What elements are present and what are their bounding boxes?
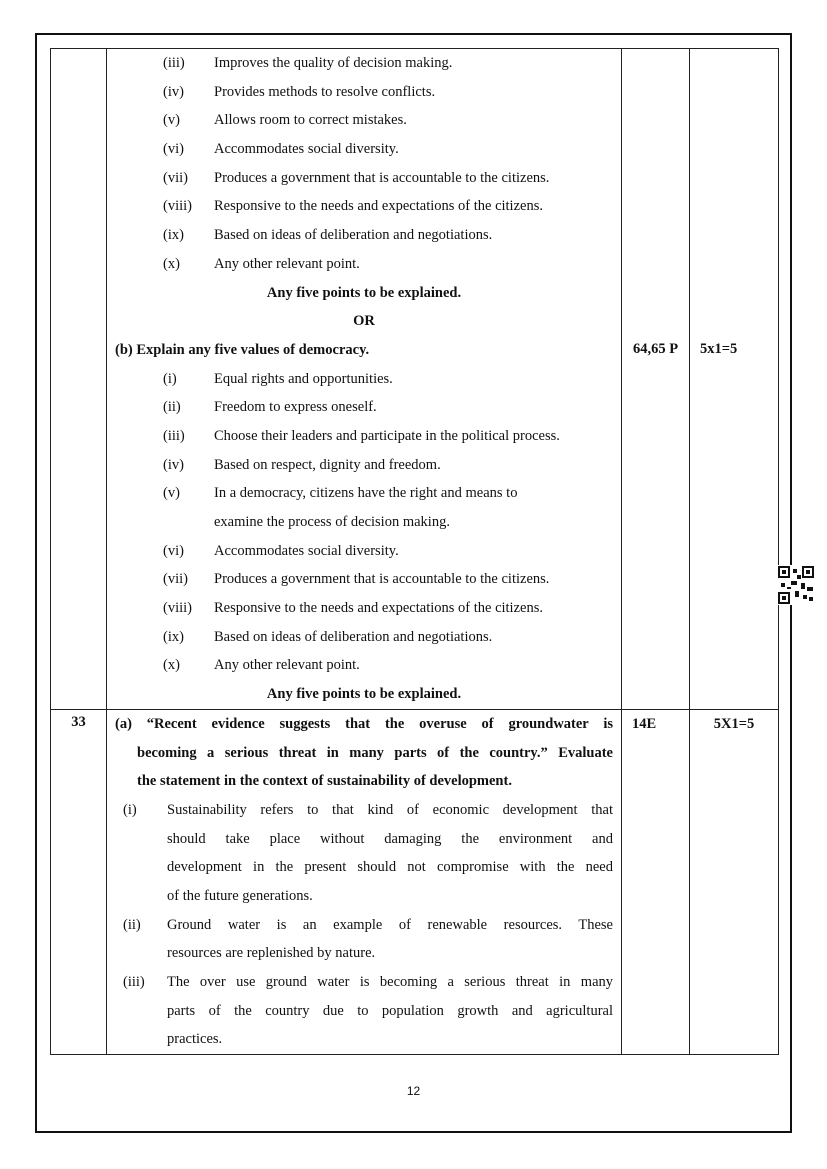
item-number: (iv) — [163, 456, 184, 473]
item-text: Accommodates social diversity. — [214, 542, 399, 559]
item-number: (ix) — [163, 227, 184, 244]
item-number: (ii) — [123, 916, 141, 933]
item-text: Accommodates social diversity. — [214, 141, 399, 158]
item-text: Based on ideas of deliberation and negotiations. — [214, 227, 493, 244]
item-number: (v) — [163, 485, 180, 502]
item-number: (iii) — [163, 427, 185, 444]
item-text: Choose their leaders and participate in the political process. — [214, 427, 560, 444]
item-text: Sustainability refers to that kind of economic development that — [167, 801, 613, 818]
question-33-line: becoming a serious threat in many parts of the country.” Evaluate — [137, 744, 613, 761]
table-row-q32 — [51, 49, 779, 710]
item-number: (x) — [163, 255, 180, 272]
list-item — [107, 106, 621, 135]
item-text: Ground water is an example of renewable resources. These — [167, 916, 613, 933]
list-item — [107, 623, 621, 652]
list-item — [107, 451, 621, 480]
instruction-note: Any five points to be explained. — [266, 284, 462, 301]
item-number: (vi) — [163, 542, 184, 559]
list-item — [107, 594, 621, 623]
item-number: (vii) — [163, 571, 188, 588]
list-item — [107, 164, 621, 193]
question-number: 33 — [51, 709, 107, 1054]
page-reference: 14E — [622, 709, 690, 1054]
item-text: Produces a government that is accountable to the citizens. — [214, 169, 550, 186]
list-item — [107, 250, 621, 279]
list-item — [107, 479, 621, 508]
page-number: 12 — [406, 1084, 421, 1098]
item-text: Any other relevant point. — [214, 255, 360, 272]
list-item — [107, 796, 621, 911]
item-number: (i) — [123, 801, 137, 818]
marks: 5X1=5 — [690, 709, 779, 1054]
item-number: (iii) — [163, 55, 185, 71]
answer-table — [50, 48, 779, 1055]
list-item — [107, 365, 621, 394]
answer-cell — [107, 49, 622, 710]
page-reference: 64,65 P — [632, 341, 679, 357]
item-number: (ix) — [163, 628, 184, 645]
item-text: examine the process of decision making. — [214, 514, 450, 530]
reference-cell — [622, 49, 690, 710]
item-text: Freedom to express oneself. — [214, 399, 377, 416]
list-item — [107, 393, 621, 422]
instruction-note: Any five points to be explained. — [266, 686, 462, 703]
item-text: Responsive to the needs and expectations of the citizens. — [214, 198, 543, 215]
list-item — [107, 221, 621, 250]
question-33-line: (a) “Recent evidence suggests that the overuse of groundwater is — [115, 715, 613, 732]
list-item — [107, 537, 621, 566]
item-text: resources are replenished by nature. — [167, 945, 376, 962]
or-label: OR — [353, 313, 375, 330]
item-text: Improves the quality of decision making. — [214, 55, 453, 71]
item-number: (x) — [163, 657, 180, 674]
list-item — [107, 49, 621, 78]
item-number: (vii) — [163, 169, 188, 186]
list-item — [107, 911, 621, 968]
item-number: (vi) — [163, 141, 184, 158]
question-number-cell — [51, 49, 107, 710]
item-number: (v) — [163, 112, 180, 129]
item-text: Based on ideas of deliberation and negotiations. — [214, 628, 493, 645]
item-number: (iii) — [123, 974, 145, 990]
item-text: Based on respect, dignity and freedom. — [214, 456, 441, 473]
item-text: Provides methods to resolve conflicts. — [214, 83, 436, 100]
table-row-q33 — [51, 709, 779, 1054]
list-item — [107, 78, 621, 107]
list-item-continuation — [107, 508, 621, 537]
item-text: Any other relevant point. — [214, 657, 360, 674]
question-32b: (b) Explain any five values of democracy. — [115, 341, 370, 358]
item-text: The over use ground water is becoming a serious threat in many — [167, 974, 613, 990]
question-33-line: the statement in the context of sustainability of development. — [137, 773, 512, 790]
item-text: of the future generations. — [167, 887, 313, 904]
item-text: Responsive to the needs and expectations of the citizens. — [214, 600, 543, 617]
item-number: (ii) — [163, 399, 181, 416]
item-text: development in the present should not compromise with the need — [167, 859, 613, 876]
item-number: (i) — [163, 370, 177, 387]
item-text: practices. — [167, 1031, 223, 1048]
answer-cell — [107, 709, 622, 1054]
item-text: Equal rights and opportunities. — [214, 370, 393, 387]
item-text: parts of the country due to population growth and agricultural — [167, 1002, 613, 1019]
item-number: (viii) — [163, 600, 192, 617]
item-number: (iv) — [163, 83, 184, 100]
list-item — [107, 651, 621, 680]
marks: 5x1=5 — [700, 341, 738, 357]
marks-cell — [690, 49, 779, 710]
item-text: In a democracy, citizens have the right and means to — [214, 485, 518, 502]
list-item — [107, 968, 621, 1054]
list-item — [107, 565, 621, 594]
list-item — [107, 135, 621, 164]
list-item — [107, 192, 621, 221]
qr-code-icon — [777, 565, 815, 605]
item-text: should take place without damaging the environment and — [167, 830, 613, 847]
list-item — [107, 422, 621, 451]
item-text: Produces a government that is accountable to the citizens. — [214, 571, 550, 588]
item-number: (viii) — [163, 198, 192, 215]
item-text: Allows room to correct mistakes. — [214, 112, 407, 129]
